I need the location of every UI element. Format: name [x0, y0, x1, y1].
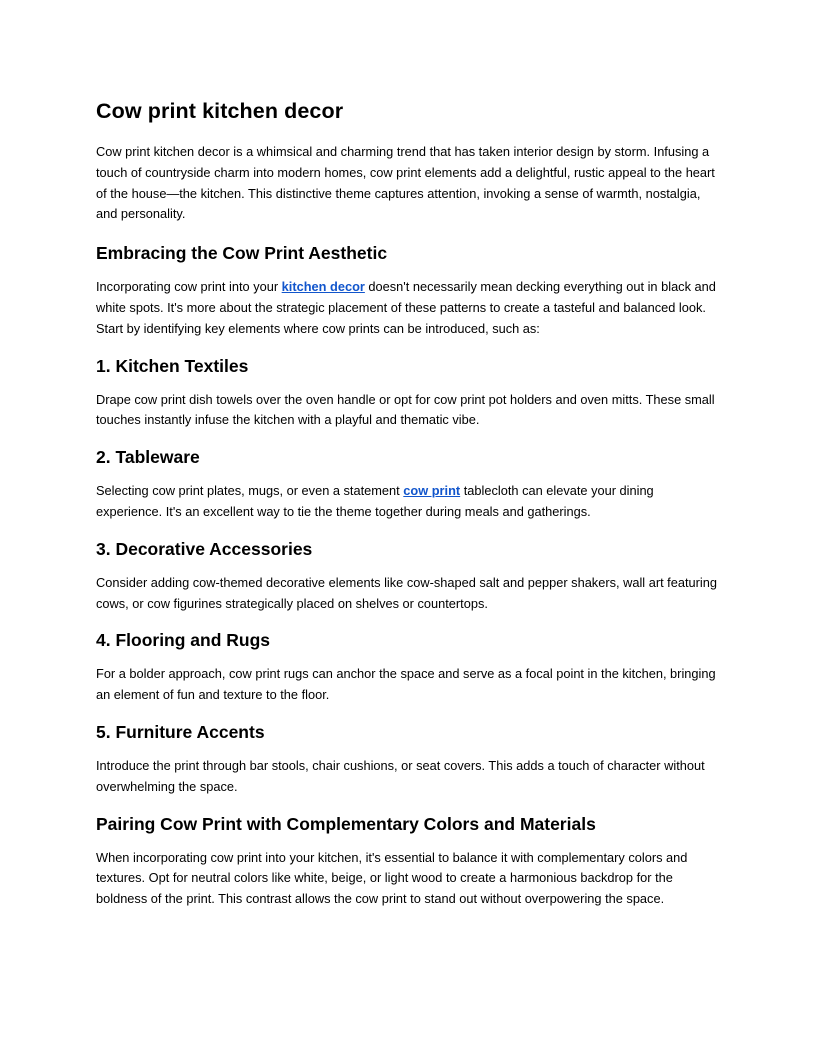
- textiles-paragraph: Drape cow print dish towels over the oven handle or opt for cow print pot holders and oven mitts. These small touches instantly infuse the kitchen with a playful and thematic vibe.: [96, 391, 715, 428]
- pairing-paragraph: When incorporating cow print into your kitchen, it's essential to balance it with complementary colors and textures. Opt for neutral colors like white, beige, or light wood to create a harmonious backdrop for the boldness of the print. This contrast allows the cow print to stand out without overpowering the space.: [96, 849, 688, 907]
- heading-embracing-aesthetic: Embracing the Cow Print Aesthetic: [96, 243, 388, 264]
- intro-paragraph: Cow print kitchen decor is a whimsical and charming trend that has taken interior design by storm. Infusing a touch of countryside charm into modern homes, cow print elements add a delightful, rustic appeal to the heart of the house—the kitchen. This distinctive theme captures attention, invoking a sense of warmth, nostalgia, and personality.: [96, 144, 715, 222]
- document-title: Cow print kitchen decor: [96, 99, 344, 123]
- tableware-text-before-link: Selecting cow print plates, mugs, or even a statement: [96, 483, 404, 499]
- aesthetic-text-after-link: doesn't necessarily mean decking everything out in black and white spots. It's more about the strategic placement of these patterns to create a tasteful and balanced look. Start by identifying key elements where cow prints can be introduced, such as:: [96, 279, 716, 336]
- flooring-paragraph: For a bolder approach, cow print rugs can anchor the space and serve as a focal point in the kitchen, bringing an element of fun and texture to the floor.: [96, 666, 716, 703]
- heading-flooring-rugs: 4. Flooring and Rugs: [96, 630, 271, 651]
- cow-print-link[interactable]: cow print: [403, 483, 461, 499]
- tableware-text-after-link: tablecloth can elevate your dining experience. It's an excellent way to tie the theme together during meals and gatherings.: [96, 483, 654, 519]
- furniture-paragraph: Introduce the print through bar stools, chair cushions, or seat covers. This adds a touch of character without overwhelming the space.: [96, 757, 705, 794]
- accessories-paragraph: Consider adding cow-themed decorative elements like cow-shaped salt and pepper shakers, wall art featuring cows, or cow figurines strategically placed on shelves or countertops.: [96, 574, 717, 611]
- heading-kitchen-textiles: 1. Kitchen Textiles: [96, 355, 249, 376]
- document-page: [96, 96, 720, 910]
- heading-pairing-colors: Pairing Cow Print with Complementary Colors and Materials: [96, 813, 596, 834]
- aesthetic-paragraph: [96, 277, 720, 339]
- tableware-paragraph: [96, 481, 720, 523]
- aesthetic-text-before-link: Incorporating cow print into your: [96, 279, 282, 295]
- kitchen-decor-link[interactable]: kitchen decor: [281, 279, 365, 295]
- heading-furniture-accents: 5. Furniture Accents: [96, 721, 265, 742]
- heading-decorative-accessories: 3. Decorative Accessories: [96, 538, 313, 559]
- heading-tableware: 2. Tableware: [96, 447, 200, 468]
